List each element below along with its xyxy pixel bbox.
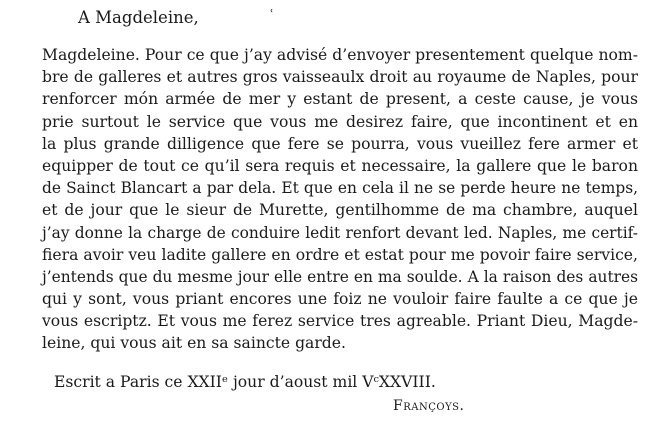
letter-line: fiera avoir veu ladite gallere en ordre et estat pour me povoir faire service, bbox=[42, 245, 638, 264]
letter-line: prie surtout le service que vous me desirez faire, que incontinent et en bbox=[42, 112, 638, 131]
letter-line: la plus grande dilligence que fere se pourra, vous vueillez fere armer et bbox=[42, 134, 638, 153]
letter-signature: Françoys. bbox=[393, 398, 465, 414]
letter-line: et de jour que le sieur de Murette, gentilhomme de ma chambre, auquel bbox=[42, 201, 638, 220]
letter-line: equipper de tout ce qu’il sera requis et necessaire, la gallere que le baron bbox=[42, 156, 638, 175]
letter-address: A Magdeleine, bbox=[78, 8, 199, 27]
letter-dateline: Escrit a Paris ce XXIIᵉ jour d’aoust mil VᶜXXVIII. bbox=[54, 373, 436, 391]
letter-line: vous escriptz. Et vous me ferez service tres agreable. Priant Dieu, Magde- bbox=[42, 312, 638, 331]
letter-line: j’entends que du mesme jour elle entre en ma soulde. A la raison des autres bbox=[42, 267, 638, 286]
letter-line: renforcer món armée de mer y estant de present, a ceste cause, je vous bbox=[42, 90, 638, 109]
letter-body bbox=[42, 44, 638, 355]
letter-line: leine, qui vous ait en sa saincte garde. bbox=[42, 334, 346, 353]
letter-line: qui y sont, vous priant encores une foiz ne vouloir faire faulte a ce que je bbox=[42, 290, 638, 309]
letter-line: j’ay donne la charge de conduire ledit renfort devant led. Naples, me certif- bbox=[42, 223, 638, 242]
letter-line: bre de galleres et autres gros vaisseaulx droit au royaume de Naples, pour bbox=[42, 68, 638, 87]
letter-line: de Sainct Blancart a par dela. Et que en cela il ne se perde heure ne temps, bbox=[42, 179, 638, 198]
letter-line: Magdeleine. Pour ce que j’ay advisé d’envoyer presentement quelque nom- bbox=[42, 46, 638, 64]
margin-mark: ʿ bbox=[270, 7, 274, 21]
